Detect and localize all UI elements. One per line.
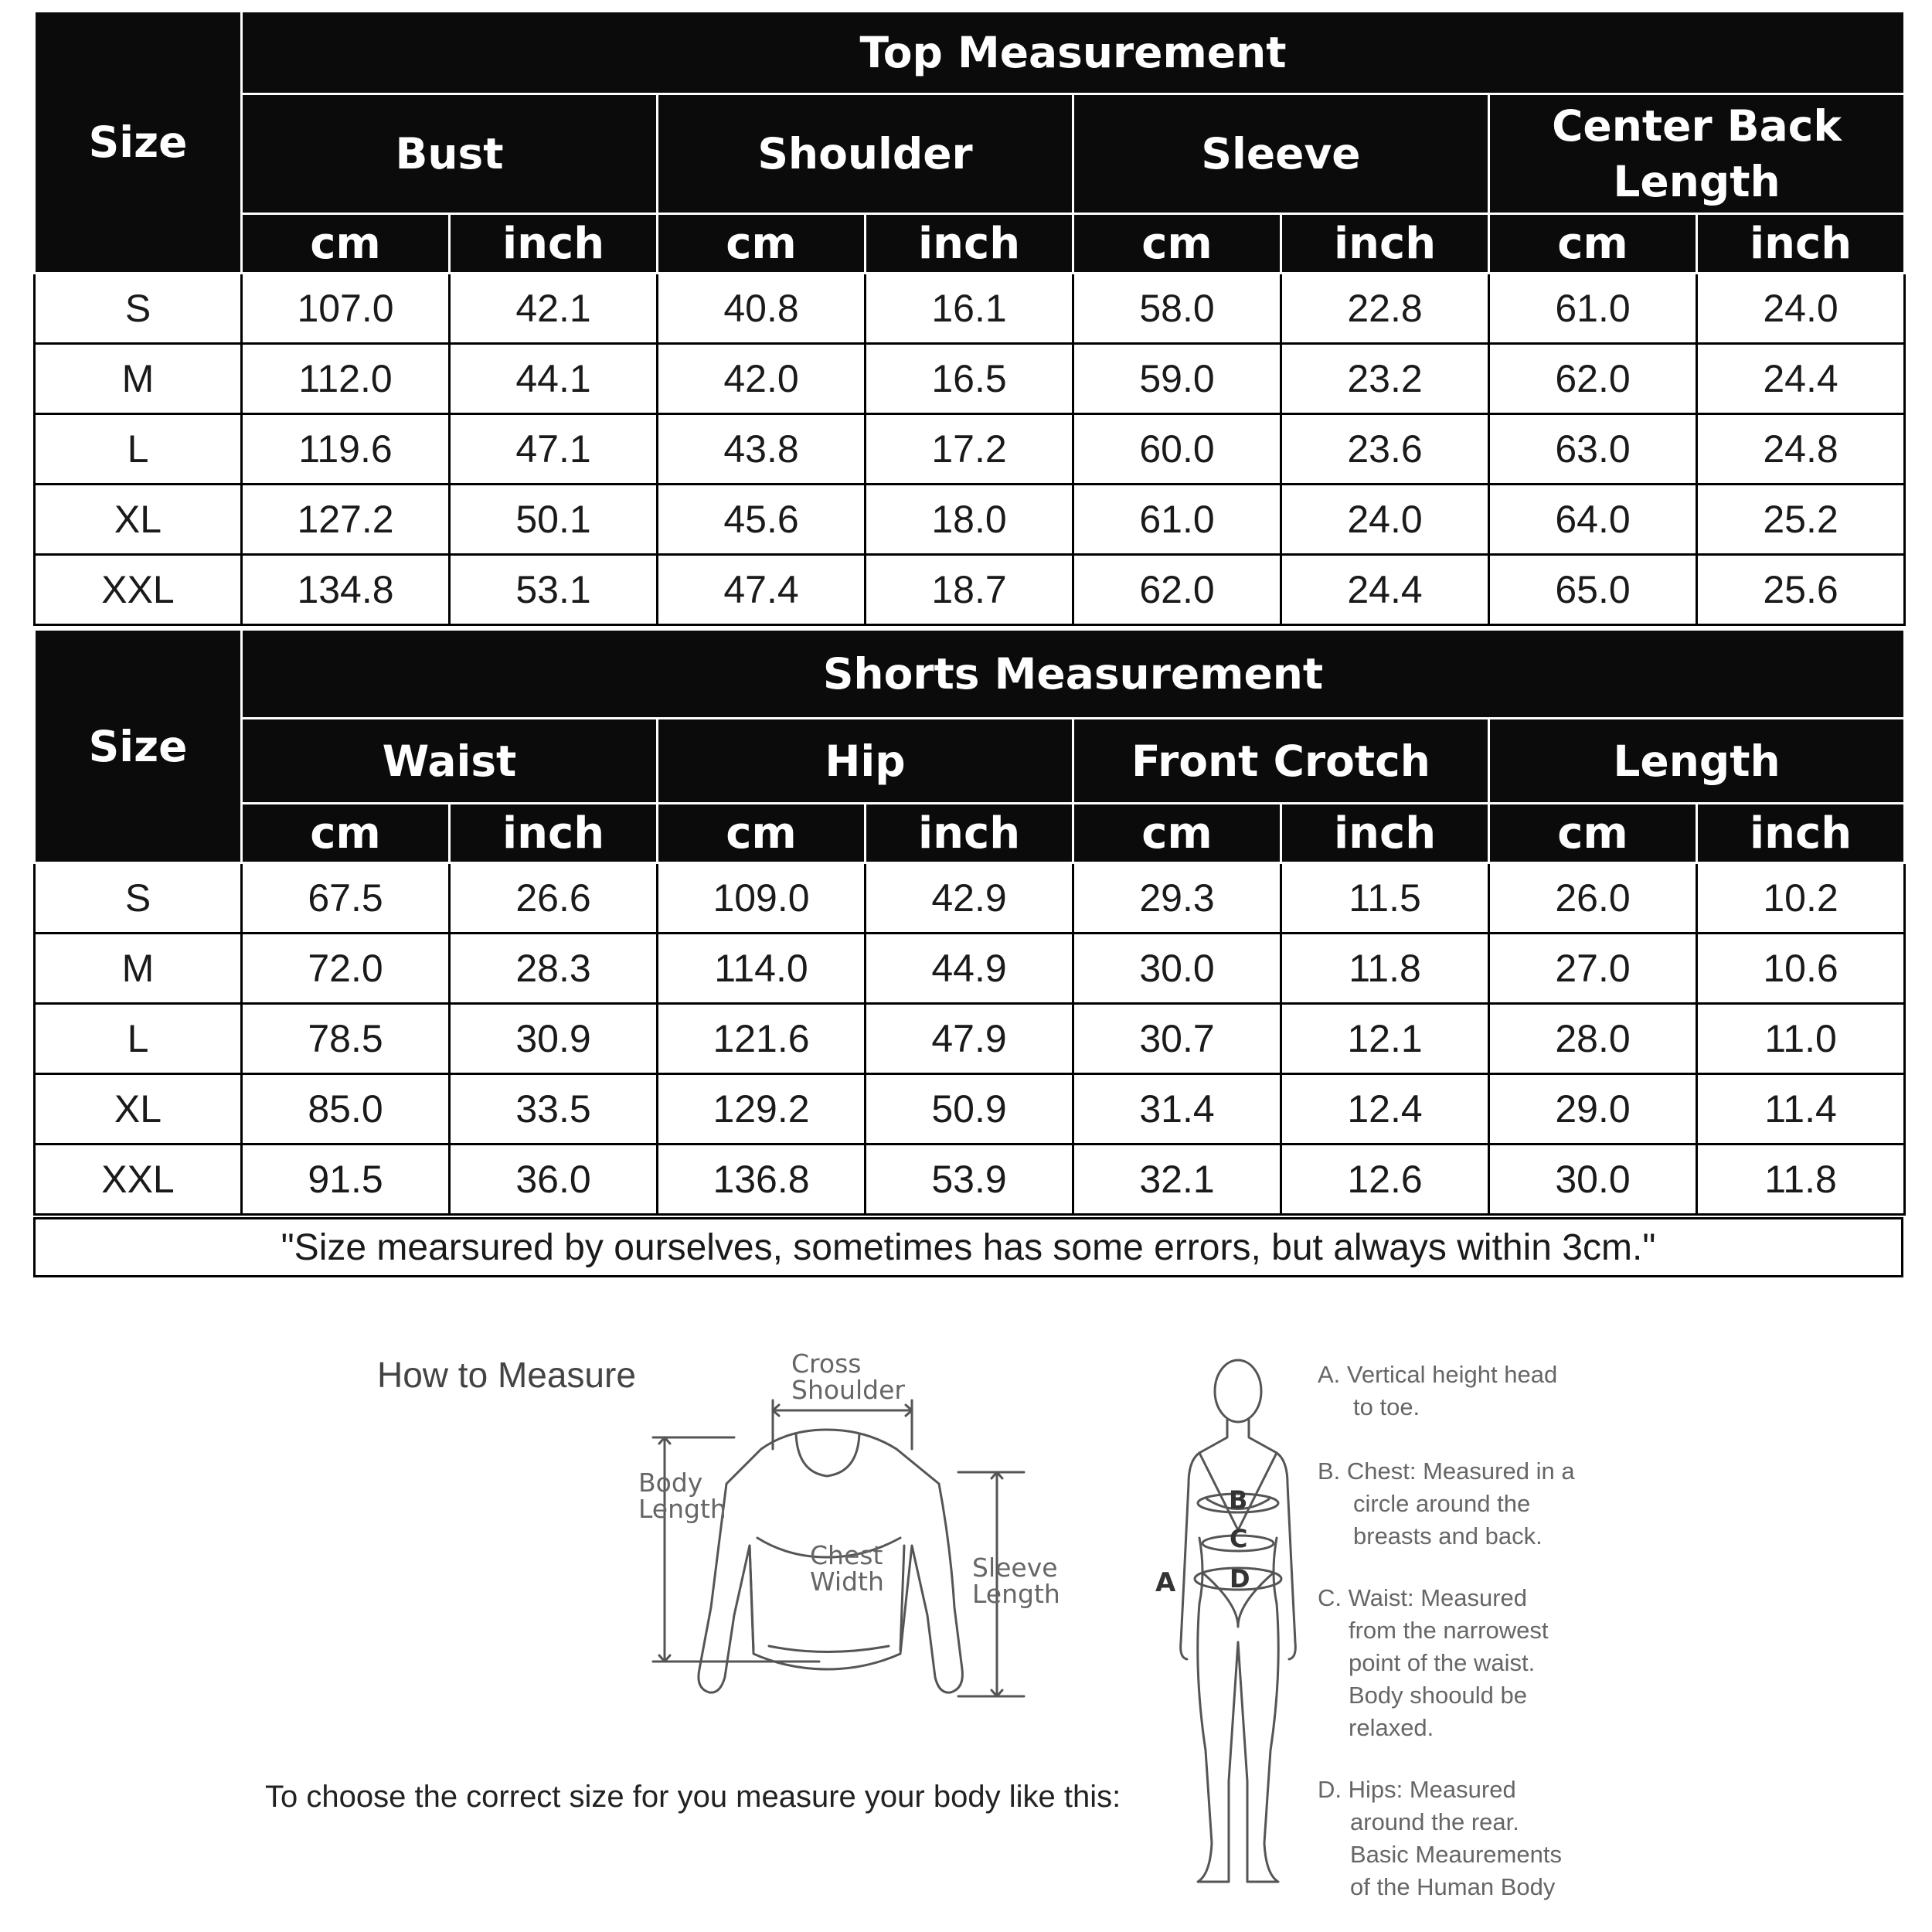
value-cell: 31.4 [1073, 1074, 1281, 1145]
value-cell: 67.5 [242, 863, 450, 934]
value-cell: 44.1 [450, 344, 658, 414]
value-cell: 26.6 [450, 863, 658, 934]
value-cell: 61.0 [1073, 485, 1281, 555]
sleeve-length-label [972, 1555, 1060, 1607]
body-figure [1151, 1349, 1321, 1905]
value-cell: 11.8 [1697, 1145, 1905, 1215]
unit-header: cm [1489, 214, 1697, 274]
legend-c [1318, 1582, 1548, 1744]
value-cell: 64.0 [1489, 485, 1697, 555]
legend-line: to toe. [1353, 1393, 1420, 1420]
value-cell: 42.9 [866, 863, 1073, 934]
unit-header: cm [242, 804, 450, 863]
value-cell: 42.0 [658, 344, 866, 414]
table-row [35, 863, 1905, 934]
shorts-measurement-table [33, 628, 1906, 1216]
value-cell: 10.6 [1697, 934, 1905, 1004]
group-header: Waist [242, 719, 658, 804]
table-title: Top Measurement [242, 12, 1905, 94]
value-cell: 17.2 [866, 414, 1073, 485]
value-cell: 136.8 [658, 1145, 866, 1215]
how-to-measure-title: How to Measure [377, 1355, 636, 1395]
legend-line: circle around the [1353, 1490, 1531, 1517]
value-cell: 23.6 [1281, 414, 1489, 485]
size-cell: L [35, 414, 242, 485]
value-cell: 91.5 [242, 1145, 450, 1215]
legend-line: Basic Meaurements [1350, 1841, 1562, 1868]
label-line: Body [638, 1468, 703, 1498]
value-cell: 18.0 [866, 485, 1073, 555]
value-cell: 40.8 [658, 274, 866, 344]
label-line: Chest [810, 1540, 883, 1570]
value-cell: 61.0 [1489, 274, 1697, 344]
size-cell: XL [35, 485, 242, 555]
value-cell: 114.0 [658, 934, 866, 1004]
unit-header: cm [658, 804, 866, 863]
legend-d [1318, 1774, 1562, 1903]
cross-shoulder-label [791, 1351, 905, 1403]
legend-line: relaxed. [1349, 1714, 1434, 1741]
chest-width-label [810, 1540, 884, 1597]
value-cell: 62.0 [1489, 344, 1697, 414]
unit-header: cm [1489, 804, 1697, 863]
label-line: Length [638, 1494, 726, 1524]
unit-header: cm [1073, 214, 1281, 274]
value-cell: 58.0 [1073, 274, 1281, 344]
value-cell: 36.0 [450, 1145, 658, 1215]
size-cell: XL [35, 1074, 242, 1145]
value-cell: 30.7 [1073, 1004, 1281, 1074]
label-line: Shoulder [791, 1375, 905, 1405]
group-header: Bust [242, 94, 658, 214]
unit-header: inch [1697, 804, 1905, 863]
top-measurement-table [33, 10, 1906, 626]
value-cell: 27.0 [1489, 934, 1697, 1004]
group-header: Sleeve [1073, 94, 1489, 214]
legend-line: A. Vertical height head [1318, 1361, 1558, 1388]
table-title: Shorts Measurement [242, 630, 1905, 719]
legend-b [1318, 1455, 1575, 1553]
unit-header: cm [1073, 804, 1281, 863]
value-cell: 59.0 [1073, 344, 1281, 414]
value-cell: 129.2 [658, 1074, 866, 1145]
legend-line: around the rear. [1350, 1808, 1519, 1835]
value-cell: 60.0 [1073, 414, 1281, 485]
unit-header: inch [450, 214, 658, 274]
legend-line: D. Hips: Measured [1318, 1776, 1516, 1803]
body-length-label [638, 1470, 726, 1522]
unit-header: inch [450, 804, 658, 863]
table-row [35, 555, 1905, 625]
table-row [35, 414, 1905, 485]
unit-header: inch [866, 214, 1073, 274]
size-header: Size [35, 630, 242, 863]
value-cell: 127.2 [242, 485, 450, 555]
table-row [35, 485, 1905, 555]
value-cell: 16.5 [866, 344, 1073, 414]
value-cell: 25.6 [1697, 555, 1905, 625]
value-cell: 32.1 [1073, 1145, 1281, 1215]
value-cell: 30.0 [1073, 934, 1281, 1004]
marker-d: D [1230, 1564, 1250, 1594]
value-cell: 107.0 [242, 274, 450, 344]
value-cell: 24.0 [1697, 274, 1905, 344]
value-cell: 11.8 [1281, 934, 1489, 1004]
group-header: Front Crotch [1073, 719, 1489, 804]
legend-line: of the Human Body [1350, 1873, 1556, 1900]
label-line: Length [972, 1579, 1060, 1609]
value-cell: 78.5 [242, 1004, 450, 1074]
marker-a: A [1155, 1567, 1176, 1598]
value-cell: 28.0 [1489, 1004, 1697, 1074]
value-cell: 12.6 [1281, 1145, 1489, 1215]
legend-line: Body shoould be [1349, 1682, 1527, 1709]
table-row [35, 1074, 1905, 1145]
value-cell: 24.4 [1697, 344, 1905, 414]
legend-line: breasts and back. [1353, 1522, 1543, 1549]
size-header: Size [35, 12, 242, 274]
value-cell: 26.0 [1489, 863, 1697, 934]
size-cell: M [35, 344, 242, 414]
value-cell: 72.0 [242, 934, 450, 1004]
table-row [35, 344, 1905, 414]
value-cell: 10.2 [1697, 863, 1905, 934]
value-cell: 29.3 [1073, 863, 1281, 934]
group-header: Shoulder [658, 94, 1073, 214]
value-cell: 24.0 [1281, 485, 1489, 555]
value-cell: 62.0 [1073, 555, 1281, 625]
unit-header: inch [866, 804, 1073, 863]
value-cell: 16.1 [866, 274, 1073, 344]
unit-header: inch [1697, 214, 1905, 274]
label-line: Width [810, 1566, 884, 1597]
value-cell: 47.1 [450, 414, 658, 485]
value-cell: 53.9 [866, 1145, 1073, 1215]
value-cell: 109.0 [658, 863, 866, 934]
value-cell: 50.9 [866, 1074, 1073, 1145]
table-row [35, 934, 1905, 1004]
value-cell: 44.9 [866, 934, 1073, 1004]
value-cell: 63.0 [1489, 414, 1697, 485]
marker-c: C [1230, 1524, 1248, 1553]
value-cell: 30.9 [450, 1004, 658, 1074]
legend-line: C. Waist: Measured [1318, 1584, 1528, 1611]
table-row [35, 274, 1905, 344]
value-cell: 112.0 [242, 344, 450, 414]
value-cell: 119.6 [242, 414, 450, 485]
size-cell: S [35, 863, 242, 934]
table-row [35, 1145, 1905, 1215]
value-cell: 24.8 [1697, 414, 1905, 485]
unit-header: cm [242, 214, 450, 274]
value-cell: 85.0 [242, 1074, 450, 1145]
value-cell: 24.4 [1281, 555, 1489, 625]
value-cell: 42.1 [450, 274, 658, 344]
unit-header: inch [1281, 804, 1489, 863]
size-cell: XXL [35, 1145, 242, 1215]
value-cell: 65.0 [1489, 555, 1697, 625]
value-cell: 28.3 [450, 934, 658, 1004]
legend-line: from the narrowest [1349, 1617, 1549, 1644]
group-header: Center Back Length [1489, 94, 1905, 214]
value-cell: 18.7 [866, 555, 1073, 625]
value-cell: 30.0 [1489, 1145, 1697, 1215]
value-cell: 33.5 [450, 1074, 658, 1145]
value-cell: 50.1 [450, 485, 658, 555]
value-cell: 25.2 [1697, 485, 1905, 555]
value-cell: 12.4 [1281, 1074, 1489, 1145]
value-cell: 23.2 [1281, 344, 1489, 414]
measurement-note: "Size mearsured by ourselves, sometimes has some errors, but always within 3cm." [33, 1217, 1903, 1277]
group-header: Hip [658, 719, 1073, 804]
legend-line: point of the waist. [1349, 1649, 1536, 1676]
legend-line: B. Chest: Measured in a [1318, 1458, 1575, 1485]
size-cell: L [35, 1004, 242, 1074]
value-cell: 43.8 [658, 414, 866, 485]
marker-b: B [1229, 1485, 1248, 1515]
value-cell: 11.4 [1697, 1074, 1905, 1145]
value-cell: 22.8 [1281, 274, 1489, 344]
label-line: Cross [791, 1349, 862, 1379]
unit-header: cm [658, 214, 866, 274]
size-cell: M [35, 934, 242, 1004]
label-line: Sleeve [972, 1553, 1058, 1583]
table-row [35, 1004, 1905, 1074]
unit-header: inch [1281, 214, 1489, 274]
value-cell: 134.8 [242, 555, 450, 625]
value-cell: 47.4 [658, 555, 866, 625]
value-cell: 47.9 [866, 1004, 1073, 1074]
legend-a [1318, 1359, 1557, 1423]
value-cell: 11.5 [1281, 863, 1489, 934]
instruction-text: To choose the correct size for you measure your body like this: [265, 1780, 1121, 1814]
size-cell: XXL [35, 555, 242, 625]
value-cell: 12.1 [1281, 1004, 1489, 1074]
size-cell: S [35, 274, 242, 344]
value-cell: 45.6 [658, 485, 866, 555]
unit-row [35, 214, 1905, 274]
unit-row [35, 804, 1905, 863]
value-cell: 29.0 [1489, 1074, 1697, 1145]
value-cell: 53.1 [450, 555, 658, 625]
group-header: Length [1489, 719, 1905, 804]
value-cell: 11.0 [1697, 1004, 1905, 1074]
value-cell: 121.6 [658, 1004, 866, 1074]
